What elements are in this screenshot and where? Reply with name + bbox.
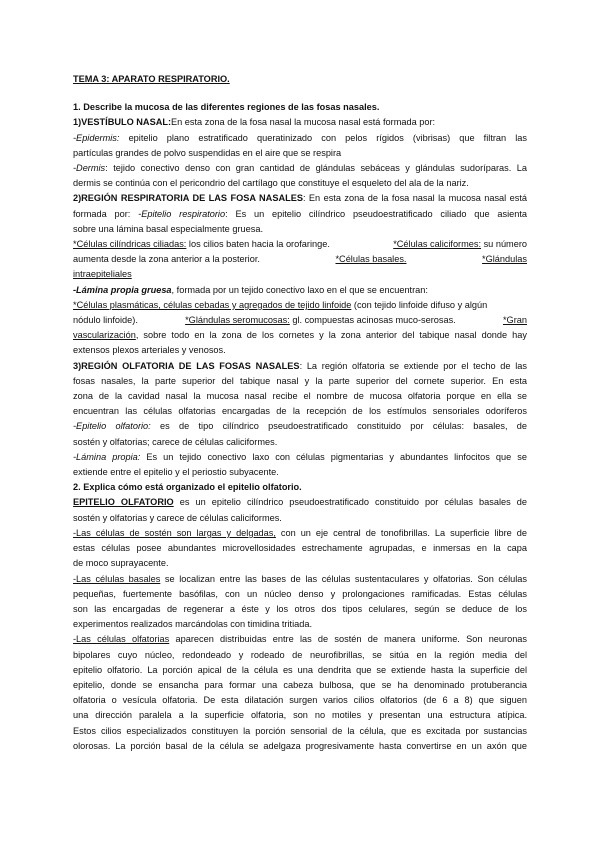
respiratoria-text-c: : Es un epitelio cilíndrico pseudoestratificado ciliado que asienta — [225, 208, 527, 219]
dermis-line-2: dermis se continúa con el pericondrio del cartílago que constituye el esqueleto del ala de la nariz. — [73, 178, 469, 189]
nodulo-text: nódulo linfoide). — [73, 315, 138, 326]
olfatoria-text: : La región olfatoria se extiende por el techo de las — [299, 360, 527, 371]
plasmaticas-term: *Células plasmáticas, células cebadas y agregados de tejido linfoide — [73, 299, 352, 310]
olfatoria-line-4: encuentran las células olfatorias encargadas de la recepción de los estímulos sensoriales odoríferos — [73, 406, 527, 417]
seromucosas-line — [73, 313, 527, 328]
olfatoria-heading: 3)REGIÓN OLFATORIA DE LAS FOSAS NASALES — [73, 360, 300, 371]
ciliadas-text: los cilios baten hacia la orofaringe. — [186, 239, 330, 250]
vascularizacion-text: , sobre todo en la zona de los cornetes y la zona anterior del tabique nasal donde hay — [135, 330, 527, 341]
respiratoria-heading: 2)REGIÓN RESPIRATORIA DE LAS FOSA NASALES — [73, 193, 303, 204]
epidermis-line-2: partículas grandes de polvo suspendidas en el aire que se respira — [73, 147, 342, 158]
intraepiteliales-term: intraepiteliales — [73, 269, 132, 280]
plasmaticas-line — [73, 298, 527, 313]
olfatoria-line-3: zona de la cavidad nasal la mucosa nasal recibe el nombre de mucosa olfatoria porque en ella se — [73, 391, 527, 402]
dermis-line-1 — [73, 161, 527, 176]
basales-line-3: son las encargadas de regenerar a éste y los otros dos tipos celulares, según se deduce de los — [73, 603, 527, 614]
sosten-line-1 — [73, 526, 527, 541]
question-2: 2. Explica cómo está organizado el epitelio olfatorio. — [73, 482, 302, 493]
dermis-term: -Dermis — [73, 163, 106, 174]
dermis-text: : tejido conectivo denso con gran cantidad de glándulas sebáceas y glándulas sudoríparas. La — [105, 163, 527, 174]
olfatorias-line-8: olorosas. La porción basal de la célula se adelgaza progresivamente hasta convertirse en un axón que — [73, 740, 527, 751]
olfatorias-line-1 — [73, 632, 527, 647]
sosten-line-2: estas células posee abundantes microvellosidades estrechamente agrupadas, e inmersas en la capa — [73, 543, 527, 554]
epitelio-olfatorio-line-1 — [73, 419, 527, 434]
lamina-propia-gruesa-line — [73, 283, 527, 298]
gran-term: *Gran — [502, 315, 527, 326]
olfatorias-line-3: epitelio olfatorio. La porción apical de la célula es una dendrita que se extiende hasta la superficie del — [73, 664, 527, 675]
sosten-text: con un eje central de tonofibrillas. La superficie libre de — [275, 527, 527, 538]
epitelio-def-line-2: sostén y olfatorias y carece de células caliciformes. — [73, 512, 282, 523]
olfatoria-line-2: fosas nasales, la parte superior del tabique nasal y la parte superior del cornete superior. En esta — [73, 375, 527, 386]
olfatorias-line-6: una dirección paralela a la superficie olfatoria, son no motiles y presentan una estructura atípica. — [73, 710, 527, 721]
caliciformes-term: *Células caliciformes: — [393, 239, 482, 250]
olfatorias-line-7: Estos cilios especializados constituyen la porción sensorial de la célula, que es excitada por sustancias — [73, 725, 527, 736]
seromucosas-item — [185, 313, 456, 328]
basales-text: se localizan entre las bases de las células sustentaculares y olfatorias. Son células — [160, 573, 527, 584]
lamina-propia-gruesa-text: , formada por un tejido conectivo laxo en el que se encuentran: — [171, 284, 428, 295]
aumenta-text: aumenta desde la zona anterior a la posterior. — [73, 254, 260, 265]
ciliadas-term: *Células cilíndricas ciliadas: — [73, 239, 187, 250]
spacer — [73, 87, 527, 100]
seromucosas-text: gl. compuestas acinosas muco-serosas. — [289, 315, 456, 326]
sosten-term: -Las células de sostén son largas y delgadas, — [73, 527, 276, 538]
respiratoria-line-2 — [73, 207, 527, 222]
vestibulo-line-1 — [73, 115, 527, 130]
epidermis-text: epitelio plano estratificado queratinizado con pelos rígidos (vibrisas) que filtran las — [119, 132, 527, 143]
glandulas-term: *Glándulas — [482, 254, 527, 265]
vascularizacion-term: vascularización — [73, 330, 136, 341]
document-body — [73, 72, 527, 754]
olfatorias-line-2: bipolares cuyo núcleo, redondeado y rodeado de neurofibrillas, se sitúa en la región media del — [73, 649, 527, 660]
respiratoria-line-3: sobre una lámina basal especialmente gruesa. — [73, 223, 263, 234]
epitelio-def-line-1 — [73, 495, 527, 510]
basales-line-4: experimentos realizados marcándolas con timidina tritiada. — [73, 619, 312, 630]
respiratoria-line-4 — [73, 237, 527, 252]
vestibulo-heading: 1)VESTÍBULO NASAL: — [73, 117, 172, 128]
lamina-propia-text: Es un tejido conectivo laxo con células pigmentarias y abundantes linfocitos que se — [140, 451, 527, 462]
epitelio-olfatorio-heading: EPITELIO OLFATORIO — [73, 497, 174, 508]
sosten-line-3: de moco suprayacente. — [73, 558, 169, 569]
seromucosas-term: *Glándulas seromucosas: — [185, 315, 290, 326]
plasmaticas-text: (con tejido linfoide difuso y algún — [351, 299, 488, 310]
epitelio-olfatorio-text: es de tipo cilíndrico pseudoestratificado constituido por células: basales, de — [150, 421, 527, 432]
basales-line-2: pequeñas, fuertemente basófilas, con un núcleo denso y prolongaciones ramificadas. Estas células — [73, 588, 527, 599]
olfatorias-line-5: olfatoria o vesícula olfatoria. De esta dilatación surgen varios cilios olfatorios (de 6 a 8) que siguen — [73, 695, 527, 706]
caliciformes-item — [393, 237, 527, 252]
respiratoria-text: : En esta zona de la fosa nasal la mucosa nasal está — [302, 193, 527, 204]
olfatoria-line-1 — [73, 359, 527, 374]
respiratoria-line-1 — [73, 191, 527, 206]
lamina-propia-line-2: extiende entre el epitelio y el periostio subyacente. — [73, 467, 279, 478]
page-title: TEMA 3: APARATO RESPIRATORIO. — [73, 74, 230, 84]
plexos-line: extensos plexos arteriales y venosos. — [73, 345, 226, 356]
question-1: 1. Describe la mucosa de las diferentes regiones de las fosas nasales. — [73, 102, 380, 113]
lamina-propia-gruesa-term: -Lámina propia gruesa — [73, 284, 172, 295]
basales-p-term: -Las células basales — [73, 573, 161, 584]
respiratoria-line-5 — [73, 252, 527, 267]
epitelio-def-text: es un epitelio cilíndrico pseudoestratificado constituido por células basales de — [173, 497, 527, 508]
lamina-propia-line-1 — [73, 450, 527, 465]
lamina-propia-term: -Lámina propia: — [73, 451, 141, 462]
ciliadas-item — [73, 237, 330, 252]
olfatorias-term: -Las células olfatorias — [73, 634, 170, 645]
epitelio-olfatorio-term: -Epitelio olfatorio: — [73, 421, 151, 432]
respiratoria-text-a: formada por: — [73, 208, 139, 219]
epidermis-line-1 — [73, 131, 527, 146]
basales-line-1 — [73, 572, 527, 587]
epidermis-term: -Epidermis: — [73, 132, 120, 143]
olfatorias-line-4: epitelio, donde se ensancha para formar una cabeza bulbosa, que se ha denominado protuberancia — [73, 679, 527, 690]
basales-term: *Células basales. — [335, 254, 407, 265]
caliciformes-text: su número — [481, 239, 527, 250]
olfatorias-text: aparecen distribuidas entre las de sostén de manera uniforme. Son neuronas — [169, 634, 527, 645]
epitelio-olfatorio-line-2: sostén y olfatorias; carece de células caliciformes. — [73, 436, 278, 447]
vascularizacion-line — [73, 328, 527, 343]
vestibulo-text: En esta zona de la fosa nasal la mucosa nasal está formada por: — [171, 117, 436, 128]
epitelio-respiratorio-term: -Epitelio respiratorio — [138, 208, 226, 219]
